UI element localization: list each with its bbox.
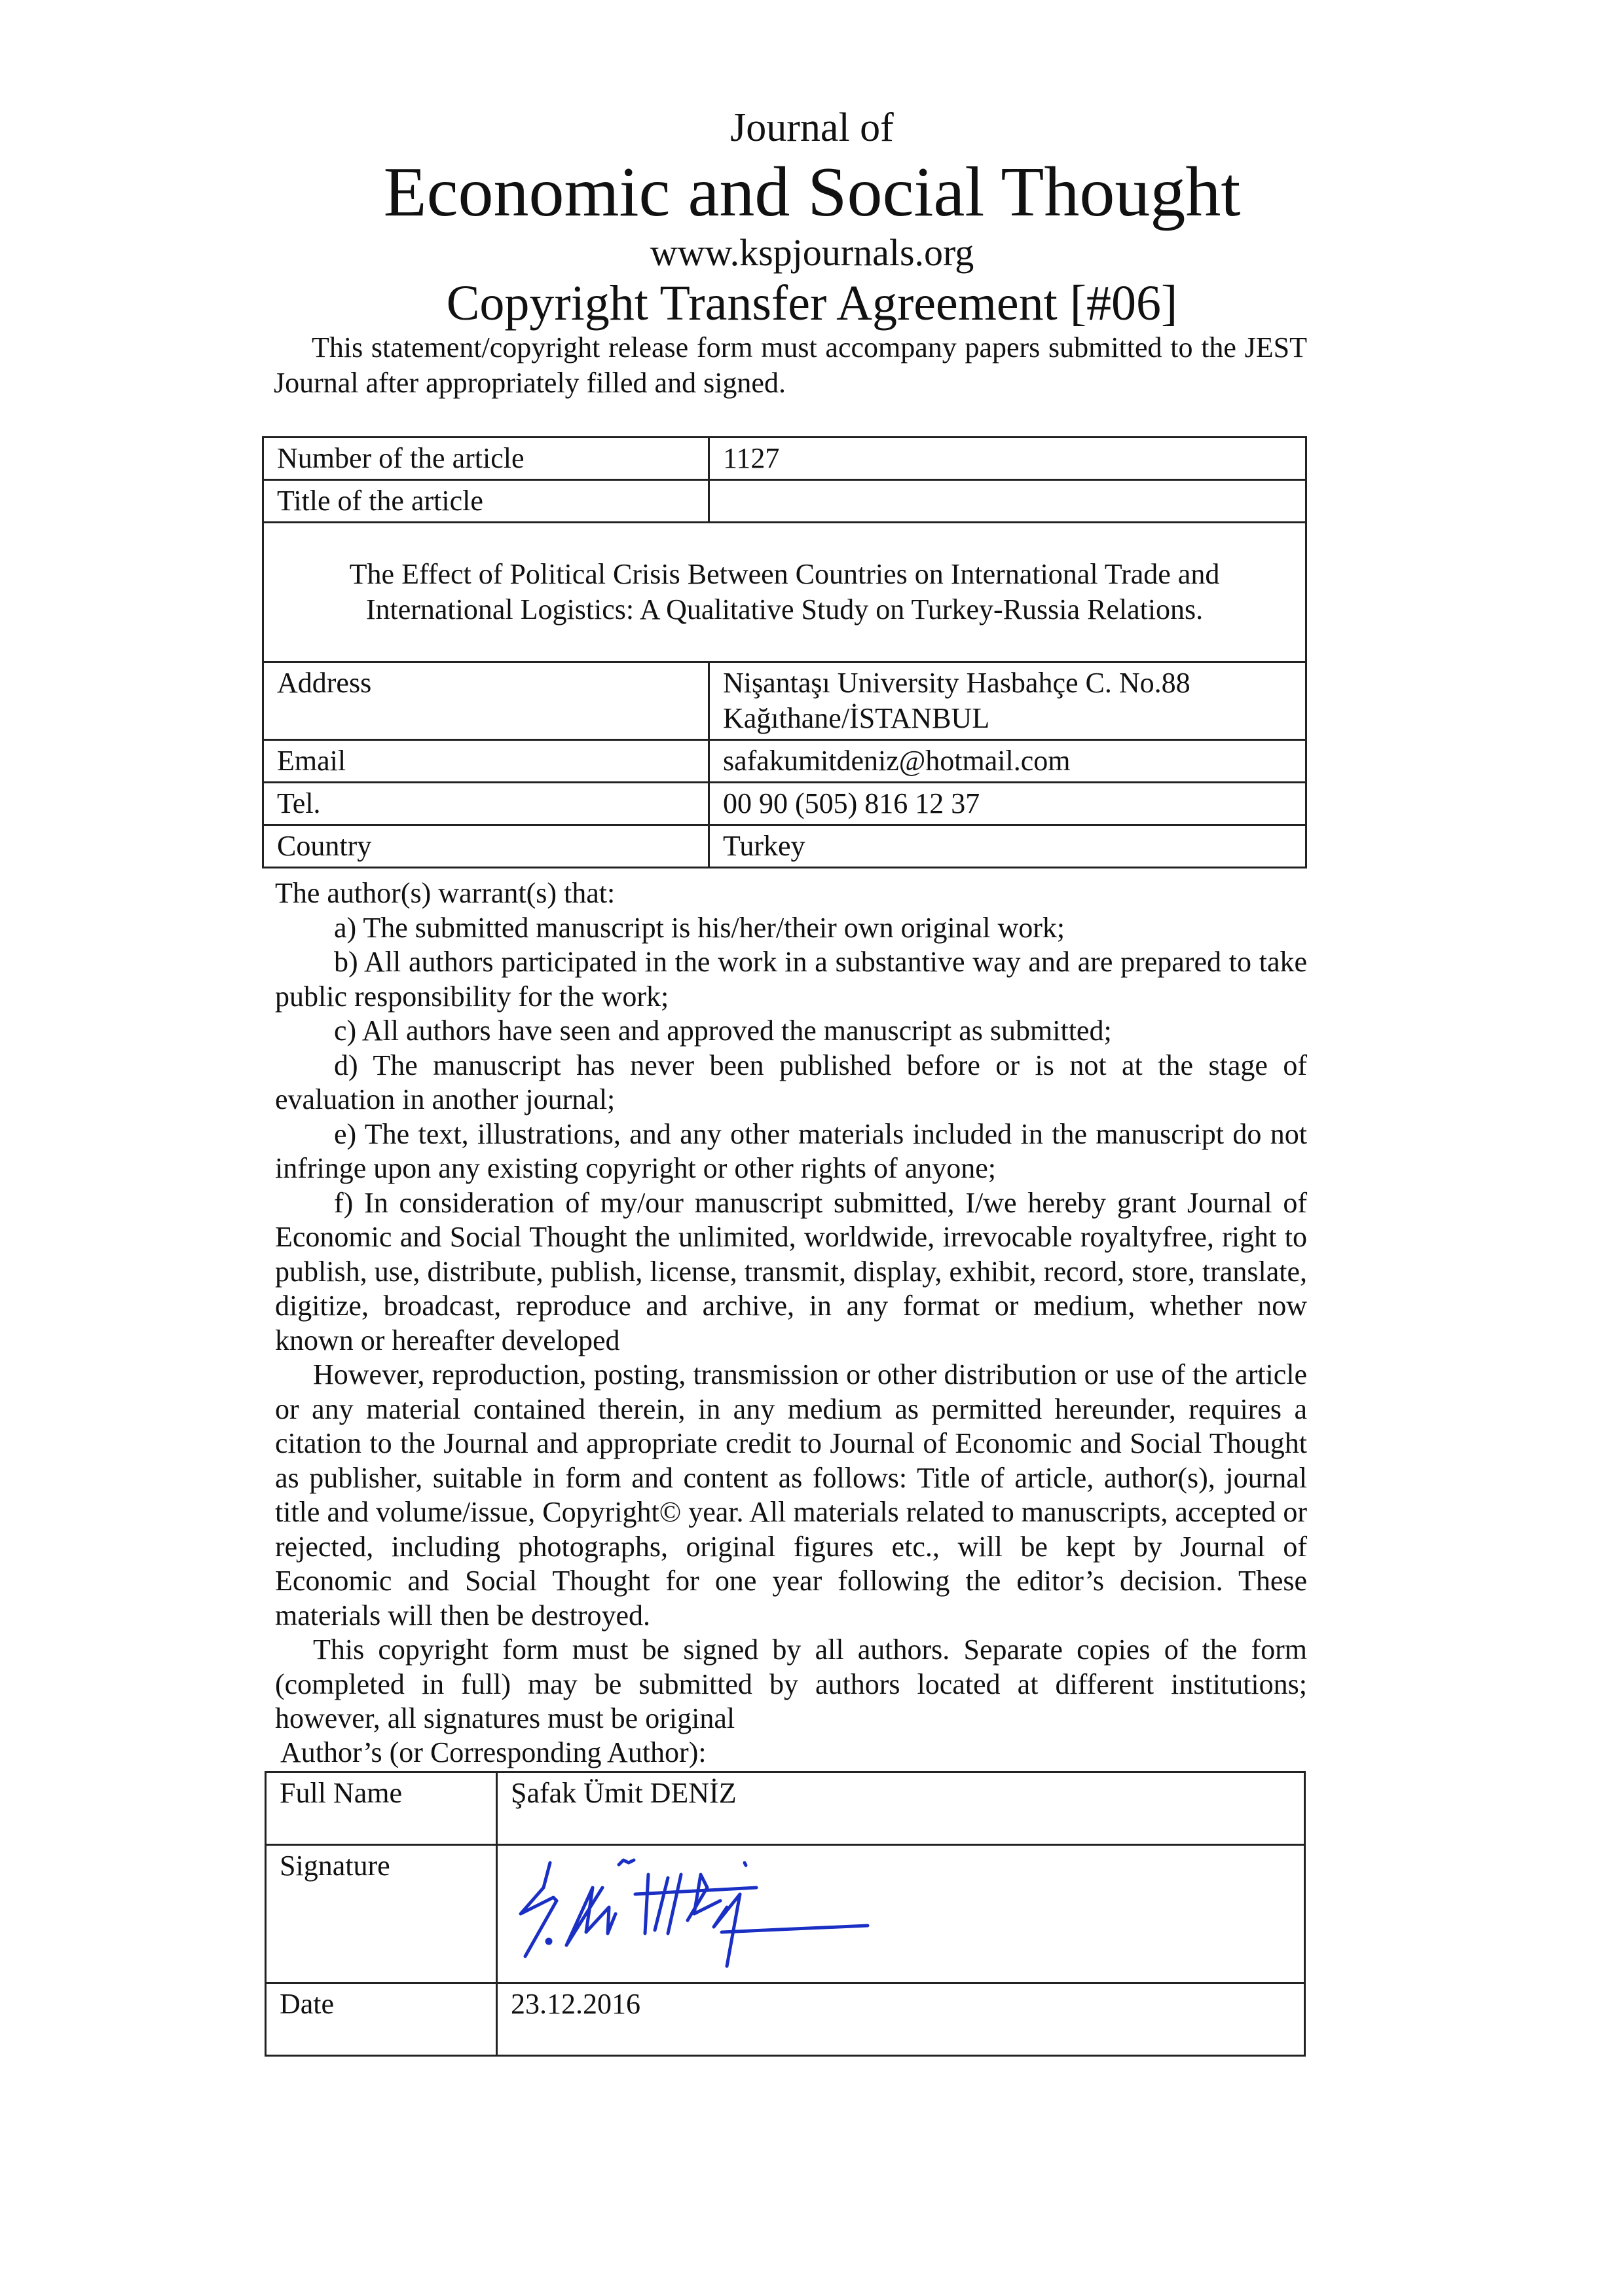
sig-stroke-dot2 xyxy=(745,1863,746,1865)
article-title: The Effect of Political Crisis Between Countries on International Trade and International Logistics: A Qualitative Study on Turkey-Russia Relations. xyxy=(263,523,1306,662)
date-label: Date xyxy=(266,1983,497,2056)
number-value: 1127 xyxy=(709,438,1306,480)
sig-stroke-t xyxy=(655,1875,681,1933)
row-signature xyxy=(266,1845,1305,1983)
warranty-item-c: c) All authors have seen and approved the manuscript as submitted; xyxy=(334,1015,1112,1047)
sig-stroke-u xyxy=(566,1888,616,1945)
row-country xyxy=(263,825,1306,868)
sig-stroke-umlaut xyxy=(619,1860,634,1865)
warranty-item-f: f) In consideration of my/our manuscript submitted, I/we hereby grant Journal of Economic and Social Thought the unlimited, worldwide, irrevocable royaltyfree, right to publish, use, distribute, publish, license, transmit, display, exhibit, record, store, translate, digitize, broadcast, reproduce and archive, in any format or medium, whether now known or hereafter developed xyxy=(275,1186,1307,1356)
address-label: Address xyxy=(263,662,709,740)
row-full-name xyxy=(266,1772,1305,1845)
date-value: 23.12.2016 xyxy=(497,1983,1305,2056)
tel-label: Tel. xyxy=(263,783,709,825)
warranty-item-e: e) The text, illustrations, and any other materials included in the manuscript do not infringe upon any existing copyright or other rights of anyone; xyxy=(275,1117,1307,1184)
signing-paragraph: This copyright form must be signed by all authors. Separate copies of the form (completed in full) may be submitted by authors located at different institutions; however, all signatures must be original xyxy=(275,1633,1307,1734)
address-line-1: Nişantaşı University Hasbahçe C. No.88 xyxy=(723,667,1190,699)
address-value xyxy=(709,662,1306,740)
agreement-title: Copyright Transfer Agreement [#06] xyxy=(446,276,1178,331)
tel-value: 00 90 (505) 816 12 37 xyxy=(709,783,1306,825)
title-value xyxy=(709,480,1306,523)
intro-text: This statement/copyright release form must accompany papers submitted to the JEST Journal after appropriately filled and signed. xyxy=(274,331,1307,399)
row-article-title xyxy=(263,523,1306,662)
email-label: Email xyxy=(263,740,709,783)
row-email xyxy=(263,740,1306,783)
author-table xyxy=(265,1771,1306,2057)
country-label: Country xyxy=(263,825,709,868)
warranty-heading: The author(s) warrant(s) that: xyxy=(275,877,616,909)
however-paragraph: However, reproduction, posting, transmission or other distribution or use of the article or any material contained therein, in any medium as permitted hereunder, requires a citation to the Journal and appropriate credit to Journal of Economic and Social Thought as publisher, suitable in form and content as follows: Title of article, author(s), journal title and volume/issue, Copyright© year. All materials related to manuscripts, accepted or rejected, including photographs, original figures etc., will be kept by Journal of Economic and Social Thought for one year following the editor’s decision. These materials will then be destroyed. xyxy=(275,1358,1307,1632)
sig-dot xyxy=(547,1939,551,1943)
row-tel xyxy=(263,783,1306,825)
signature-cell xyxy=(497,1845,1305,1983)
journal-url: www.kspjournals.org xyxy=(650,231,974,274)
email-value: safakumitdeniz@hotmail.com xyxy=(709,740,1306,783)
row-title xyxy=(263,480,1306,523)
journal-name: Economic and Social Thought xyxy=(383,153,1241,231)
title-label: Title of the article xyxy=(263,480,709,523)
journal-of-label: Journal of xyxy=(730,105,894,150)
row-date xyxy=(266,1983,1305,2056)
sig-stroke-tail xyxy=(722,1926,868,1932)
address-line-2: Kağıthane/İSTANBUL xyxy=(723,702,990,734)
row-number xyxy=(263,438,1306,480)
warranty-item-d: d) The manuscript has never been published before or is not at the stage of evaluation in another journal; xyxy=(275,1049,1307,1115)
warranty-section xyxy=(275,876,1307,1736)
author-heading: Author’s (or Corresponding Author): xyxy=(280,1736,707,1768)
article-info-table xyxy=(262,436,1307,868)
full-name-label: Full Name xyxy=(266,1772,497,1845)
number-label: Number of the article xyxy=(263,438,709,480)
signature-image xyxy=(511,1848,877,1973)
warranty-item-a: a) The submitted manuscript is his/her/their own original work; xyxy=(334,911,1065,944)
warranty-item-b: b) All authors participated in the work in a substantive way and are prepared to take public responsibility for the work; xyxy=(275,946,1307,1013)
row-address xyxy=(263,662,1306,740)
signature-label: Signature xyxy=(266,1845,497,1983)
full-name-value: Şafak Ümit DENİZ xyxy=(497,1772,1305,1845)
country-value: Turkey xyxy=(709,825,1306,868)
sig-stroke-e xyxy=(688,1875,720,1920)
